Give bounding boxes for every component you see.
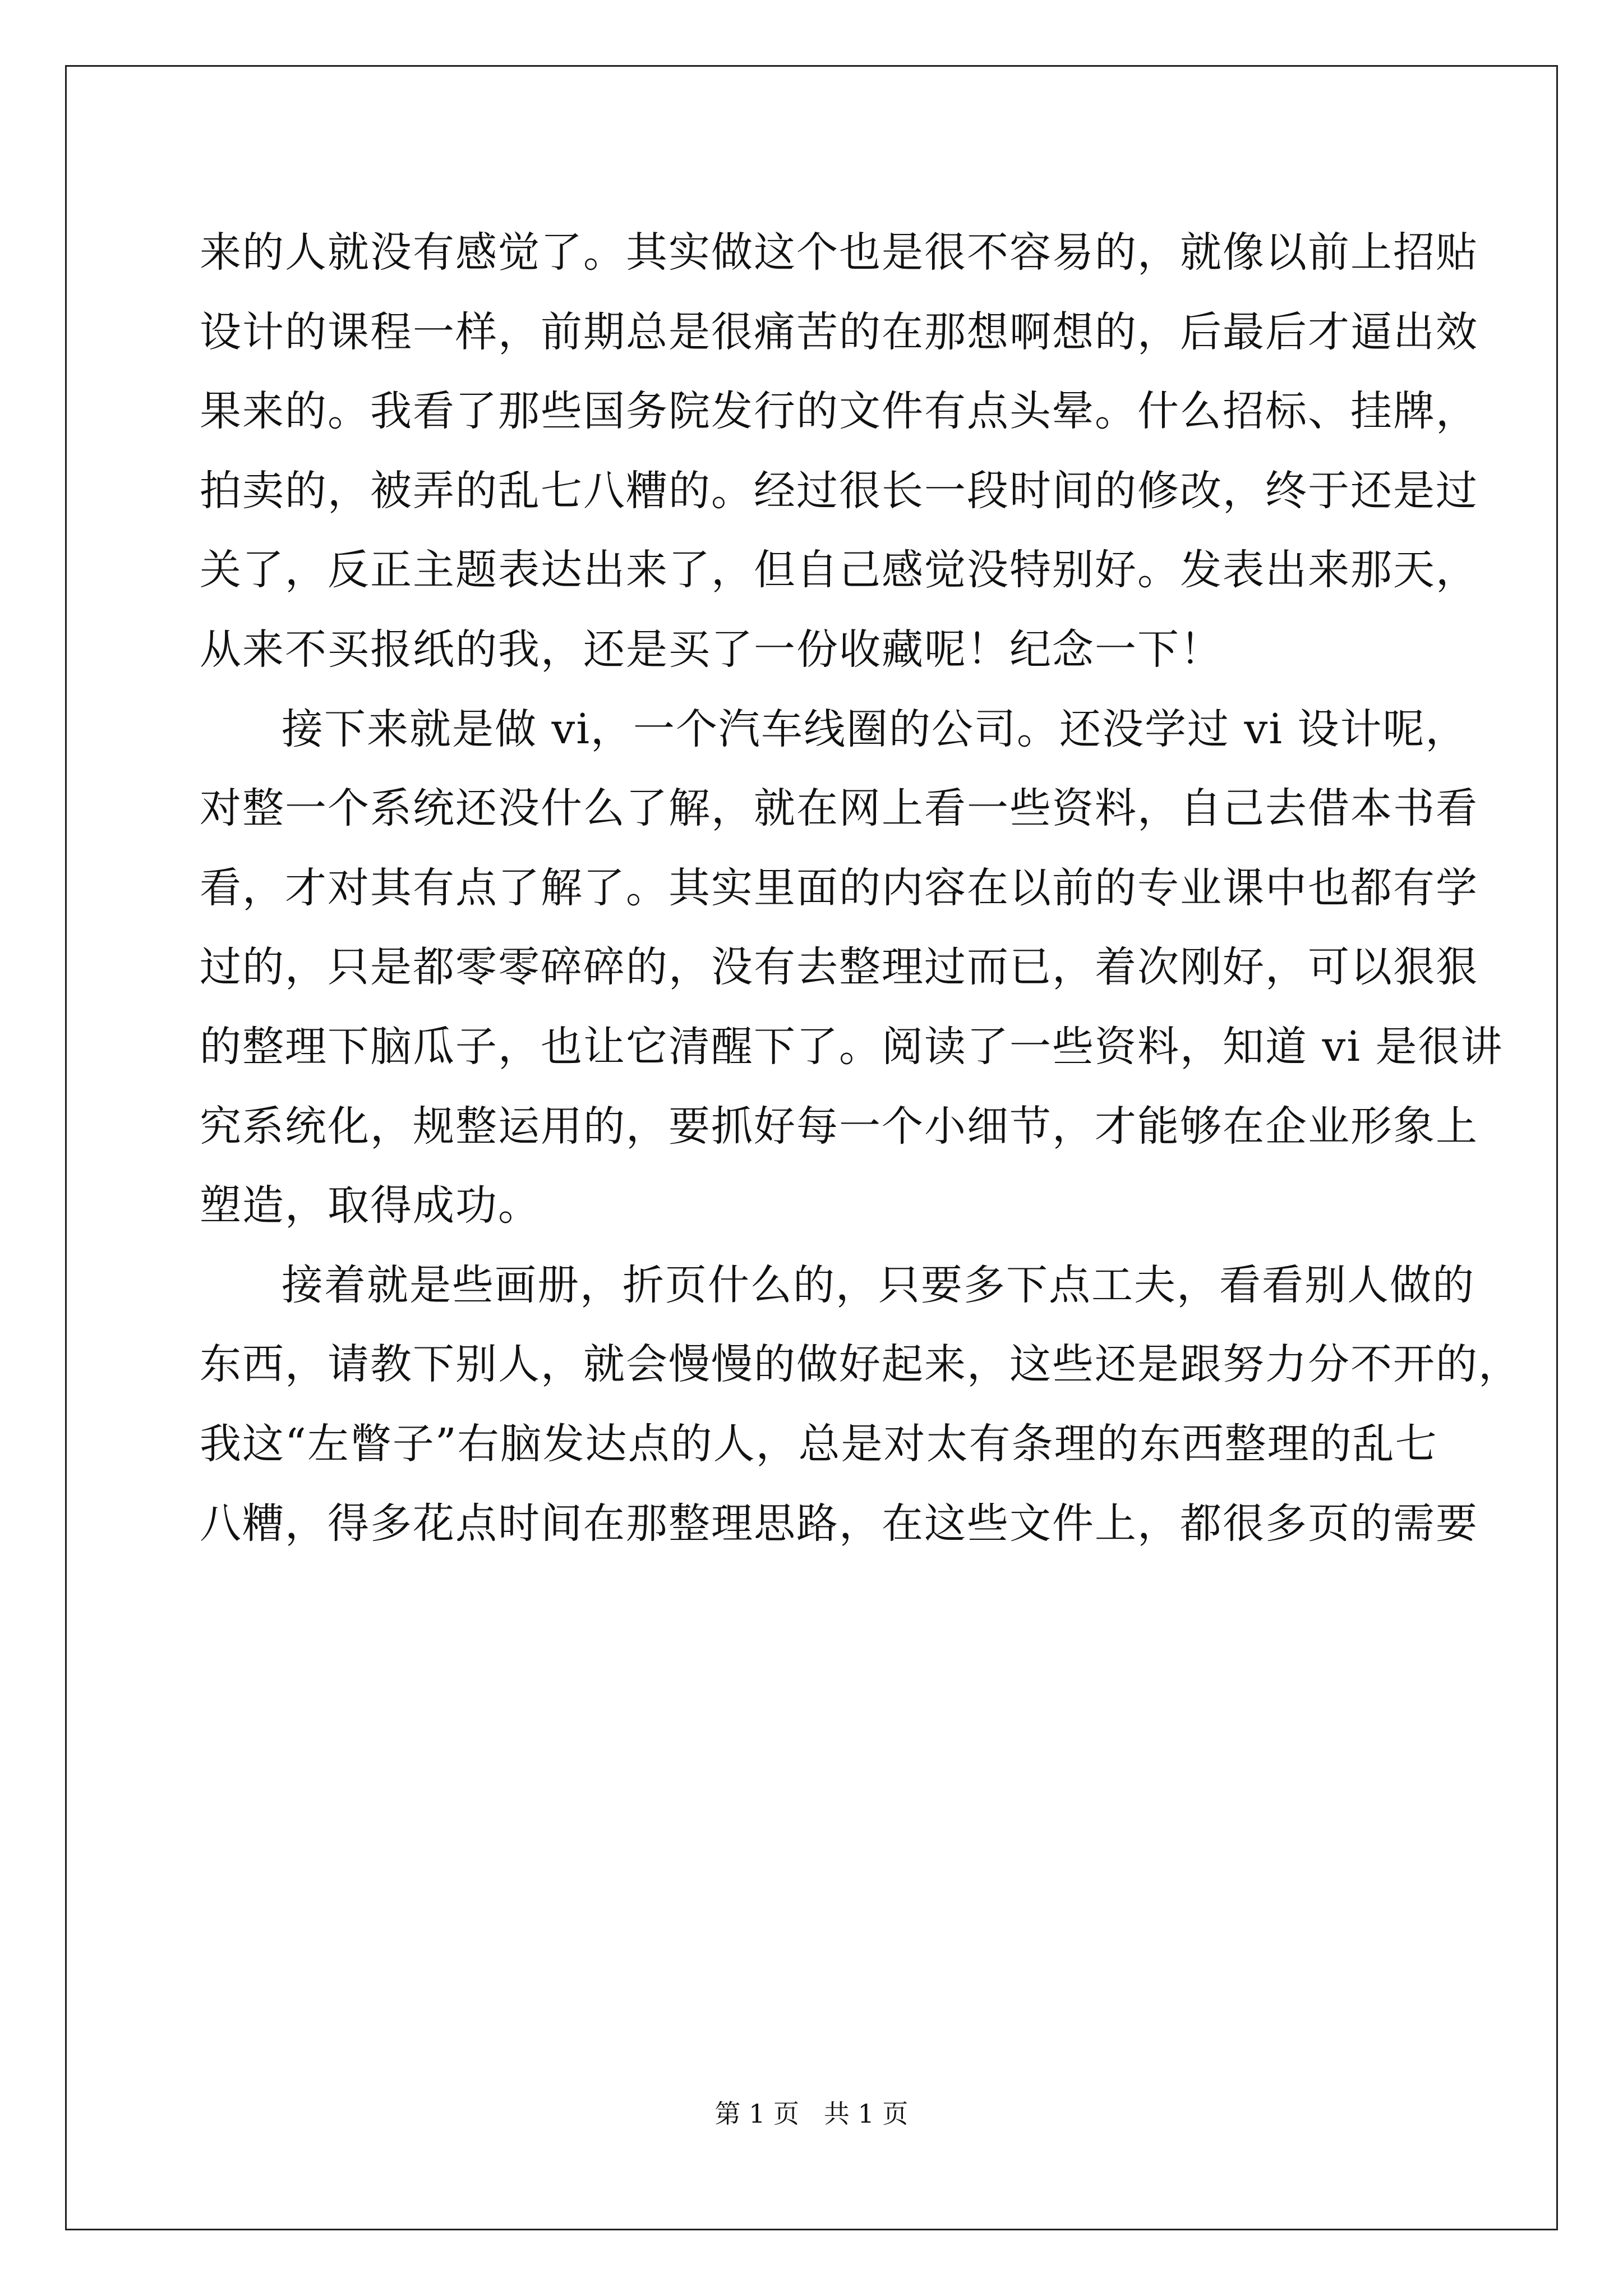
text-line: 设计的课程一样，前期总是很痛苦的在那想啊想的，后最后才逼出效 [200, 307, 1478, 356]
text-line: 八糟，得多花点时间在那整理思路，在这些文件上，都很多页的需要 [200, 1499, 1478, 1548]
text-line: 究系统化，规整运用的，要抓好每一个小细节，才能够在企业形象上 [200, 1102, 1478, 1151]
paragraph-start-line: 接下来就是做 vi，一个汽车线圈的公司。还没学过 vi 设计呢， [282, 705, 1468, 753]
page-footer: 第 1 页 共 1 页 [714, 2099, 909, 2129]
text-line: 东西，请教下别人，就会慢慢的做好起来，这些还是跟努力分不开的， [200, 1340, 1521, 1389]
text-line: 我这“左瞥子”右脑发达点的人，总是对太有条理的东西整理的乱七 [200, 1419, 1438, 1468]
document-body [200, 213, 1521, 1563]
text-line: 关了，反正主题表达出来了，但自己感觉没特别好。发表出来那天， [200, 546, 1478, 595]
text-line: 的整理下脑瓜子，也让它清醒下了。阅读了一些资料，知道 vi 是很讲 [200, 1022, 1504, 1071]
text-line: 塑造，取得成功。 [200, 1181, 541, 1230]
paragraph-start-line: 接着就是些画册，折页什么的，只要多下点工夫，看看别人做的 [282, 1260, 1475, 1309]
text-line: 看，才对其有点了解了。其实里面的内容在以前的专业课中也都有学 [200, 863, 1478, 912]
text-line: 拍卖的，被弄的乱七八糟的。经过很长一段时间的修改，终于还是过 [200, 466, 1478, 515]
text-line: 来的人就没有感觉了。其实做这个也是很不容易的，就像以前上招贴 [200, 228, 1478, 277]
text-line: 对整一个系统还没什么了解，就在网上看一些资料，自己去借本书看 [200, 784, 1478, 833]
text-line: 从来不买报纸的我，还是买了一份收藏呢！纪念一下！ [200, 625, 1223, 674]
text-line: 果来的。我看了那些国务院发行的文件有点头晕。什么招标、挂牌， [200, 387, 1478, 436]
text-line: 过的，只是都零零碎碎的，没有去整理过而已，着次刚好，可以狠狠 [200, 943, 1478, 992]
